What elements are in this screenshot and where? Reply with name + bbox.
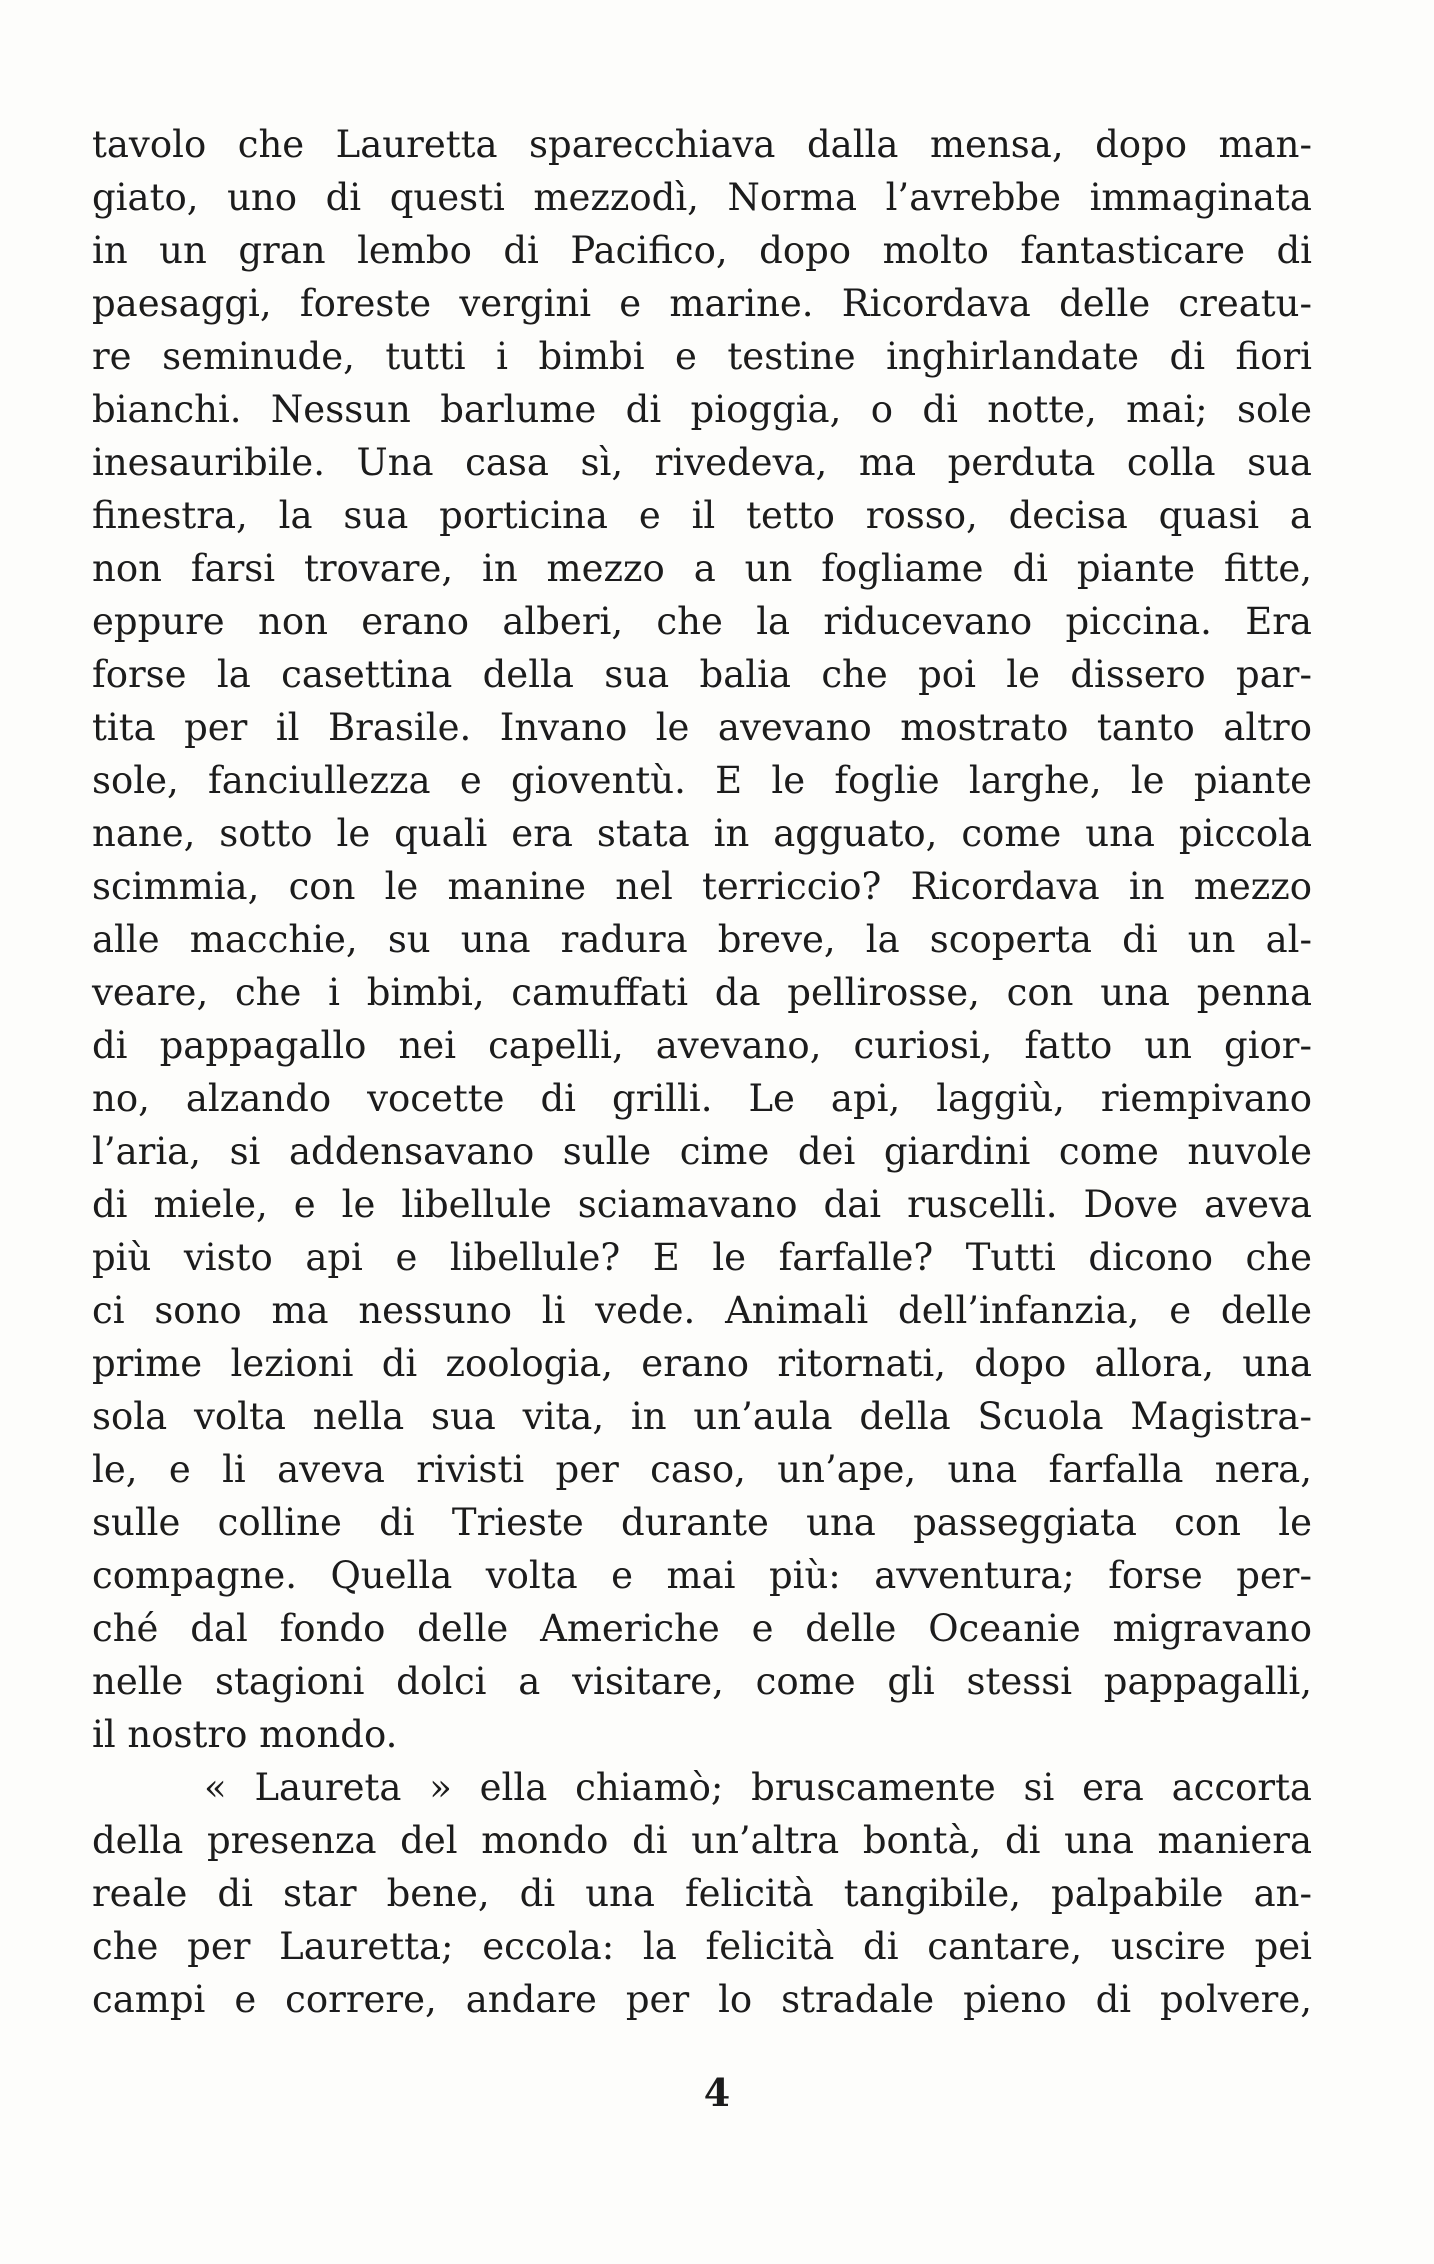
text-line: sulle colline di Trieste durante una passeggiata con le [92, 1501, 1312, 1544]
text-line: nelle stagioni dolci a visitare, come gli stessi pappagalli, [92, 1660, 1312, 1703]
text-line: campi e correre, andare per lo stradale pieno di polvere, [92, 1978, 1312, 2021]
text-line: paesaggi, foreste vergini e marine. Ricordava delle creatu- [92, 282, 1312, 325]
text-line: alle macchie, su una radura breve, la scoperta di un al- [92, 918, 1312, 961]
text-line: bianchi. Nessun barlume di pioggia, o di notte, mai; sole [92, 388, 1312, 431]
paragraph-end-line: il nostro mondo. [92, 1713, 398, 1756]
text-line: della presenza del mondo di un’altra bontà, di una maniera [92, 1819, 1312, 1862]
text-line: l’aria, si addensavano sulle cime dei giardini come nuvole [92, 1130, 1312, 1173]
body-text [92, 118, 1312, 2026]
text-line: re seminude, tutti i bimbi e testine inghirlandate di fiori [92, 335, 1312, 378]
text-line: più visto api e libellule? E le farfalle? Tutti dicono che [92, 1236, 1312, 1279]
text-line: veare, che i bimbi, camuffati da pellirosse, con una penna [92, 971, 1312, 1014]
text-line: ci sono ma nessuno li vede. Animali dell’infanzia, e delle [92, 1289, 1312, 1332]
text-line: di pappagallo nei capelli, avevano, curiosi, fatto un gior- [92, 1024, 1312, 1067]
paragraph-start-line: « Laureta » ella chiamò; bruscamente si era accorta [204, 1766, 1312, 1809]
text-line: le, e li aveva rivisti per caso, un’ape, una farfalla nera, [92, 1448, 1312, 1491]
text-line: tavolo che Lauretta sparecchiava dalla mensa, dopo man- [92, 123, 1312, 166]
text-line: forse la casettina della sua balia che poi le dissero par- [92, 653, 1312, 696]
text-line: tita per il Brasile. Invano le avevano mostrato tanto altro [92, 706, 1312, 749]
text-line: ché dal fondo delle Americhe e delle Oceanie migravano [92, 1607, 1312, 1650]
text-line: sola volta nella sua vita, in un’aula della Scuola Magistra- [92, 1395, 1312, 1438]
text-line: no, alzando vocette di grilli. Le api, laggiù, riempivano [92, 1077, 1312, 1120]
text-line: giato, uno di questi mezzodì, Norma l’avrebbe immaginata [92, 176, 1312, 219]
text-line: che per Lauretta; eccola: la felicità di cantare, uscire pei [92, 1925, 1312, 1968]
text-line: inesauribile. Una casa sì, rivedeva, ma perduta colla sua [92, 441, 1312, 484]
text-line: scimmia, con le manine nel terriccio? Ricordava in mezzo [92, 865, 1312, 908]
text-line: eppure non erano alberi, che la riducevano piccina. Era [92, 600, 1312, 643]
text-line: di miele, e le libellule sciamavano dai ruscelli. Dove aveva [92, 1183, 1312, 1226]
text-line: sole, fanciullezza e gioventù. E le foglie larghe, le piante [92, 759, 1312, 802]
text-line: non farsi trovare, in mezzo a un fogliame di piante fitte, [92, 547, 1312, 590]
text-line: finestra, la sua porticina e il tetto rosso, decisa quasi a [92, 494, 1312, 537]
text-line: in un gran lembo di Pacifico, dopo molto fantasticare di [92, 229, 1312, 272]
text-line: nane, sotto le quali era stata in agguato, come una piccola [92, 812, 1312, 855]
text-line: reale di star bene, di una felicità tangibile, palpabile an- [92, 1872, 1312, 1915]
page-number: 4 [703, 2070, 731, 2115]
text-line: compagne. Quella volta e mai più: avventura; forse per- [92, 1554, 1312, 1597]
text-line: prime lezioni di zoologia, erano ritornati, dopo allora, una [92, 1342, 1312, 1385]
